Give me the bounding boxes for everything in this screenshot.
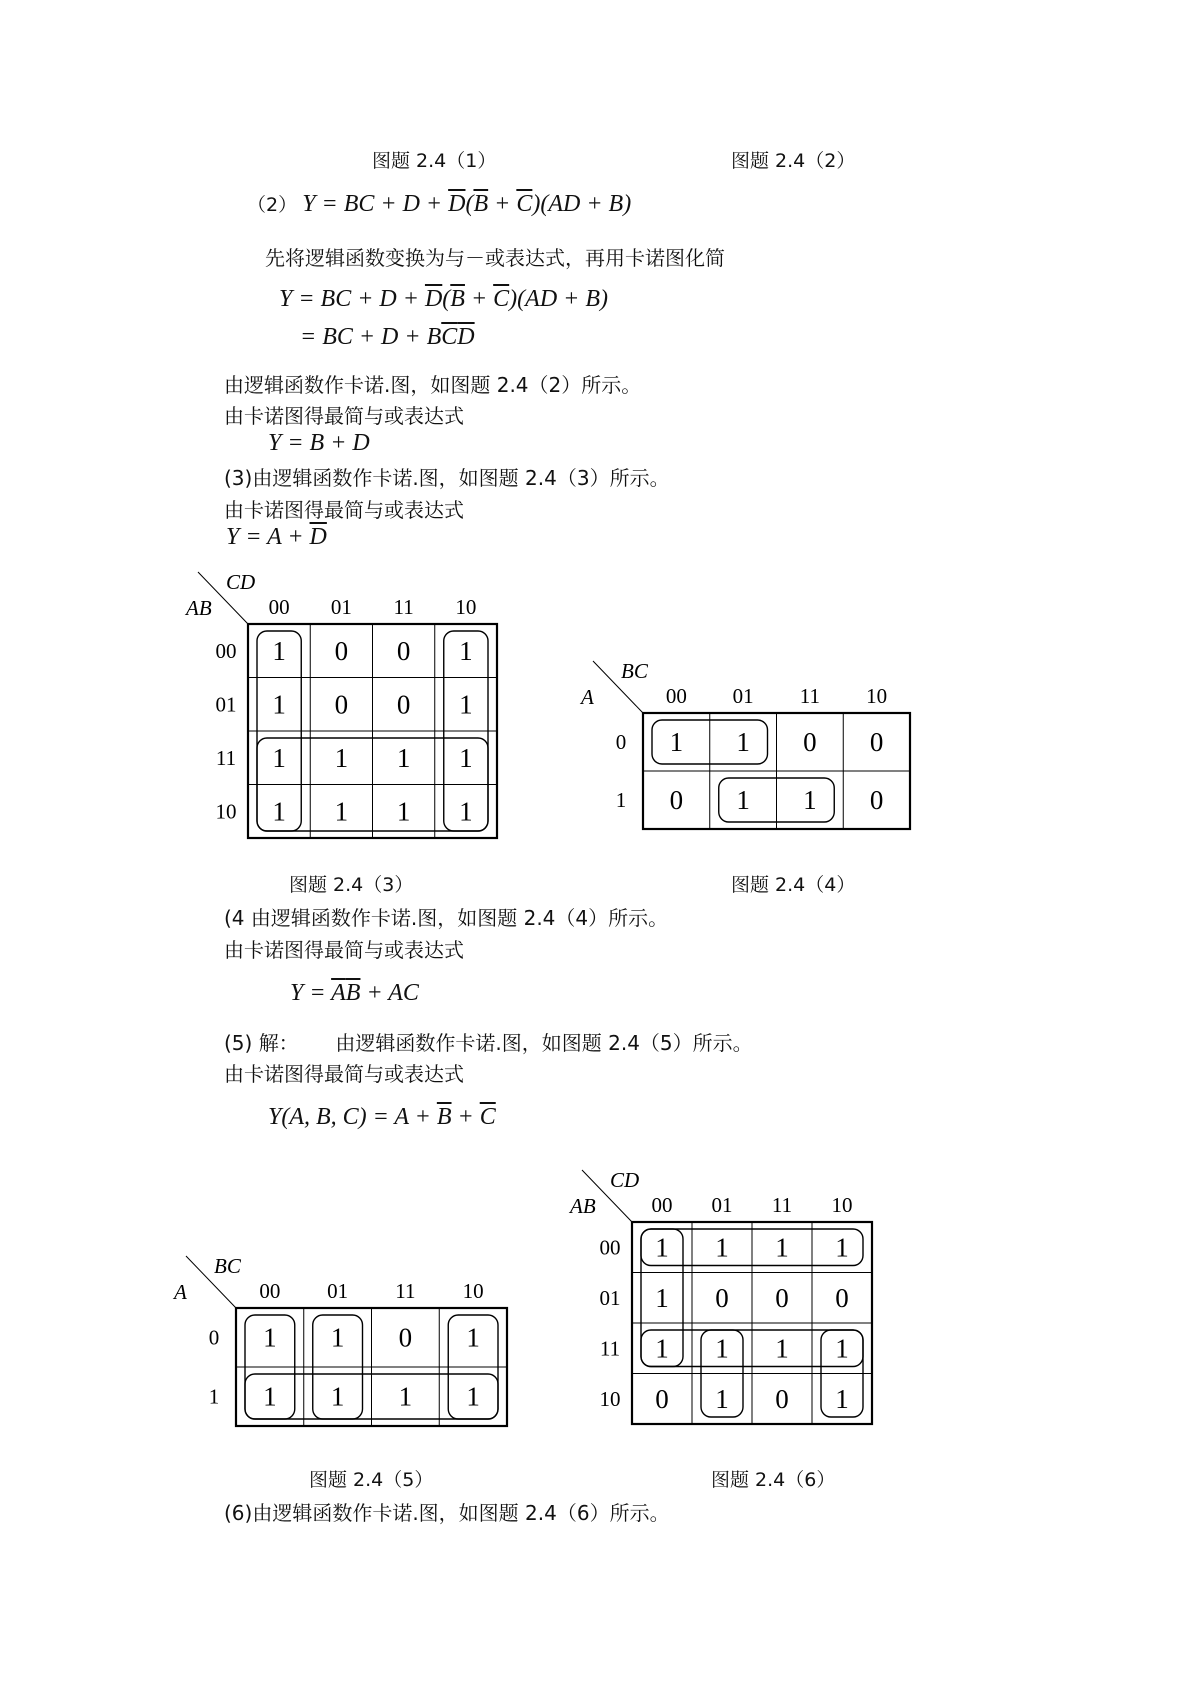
kmap-col-label: 01: [711, 1193, 733, 1217]
kmap-cell: 1: [263, 1322, 277, 1353]
kmap-col-label: 00: [268, 595, 290, 619]
kmap-cell: 1: [835, 1383, 849, 1414]
kmap-cell: 0: [334, 635, 349, 666]
kmap-cell: 1: [459, 635, 473, 666]
kmap-row-label: 11: [599, 1336, 621, 1361]
kmap-cell: 1: [272, 742, 286, 773]
part2-function: Y = BC + $D + \overline{D}(\overline{B} + \overline{C})(AD + B)$: [302, 191, 632, 217]
kmap-cell: 1: [835, 1333, 849, 1364]
figure-caption-3: 图题 2.4（3）: [289, 874, 414, 896]
kmap-cell: 1: [459, 742, 473, 773]
kmap-cell: 1: [775, 1232, 789, 1263]
kmap-cell: 0: [715, 1282, 729, 1313]
kmap-row-label: 1: [615, 788, 627, 812]
kmap-cell: 1: [330, 1381, 345, 1412]
kmap-cell: 1: [334, 796, 349, 827]
kmap-cell: 0: [396, 689, 411, 720]
kmap-cell: 1: [272, 689, 286, 720]
kmap-cell: 1: [396, 796, 411, 827]
kmap-cell: 0: [669, 785, 684, 815]
kmap-cell: 1: [263, 1381, 277, 1412]
figure-caption-5: 图题 2.4（5）: [309, 1469, 434, 1491]
kmap-row-variable: AB: [186, 596, 212, 620]
kmap-cell: 0: [869, 785, 884, 815]
kmap-col-label: 00: [651, 1193, 673, 1217]
kmap-cell: 0: [775, 1282, 789, 1313]
part2-intro: 先将逻辑函数变换为与－或表达式，再用卡诺图化简: [265, 246, 725, 270]
kmap-cell: 1: [736, 785, 750, 815]
kmap-cell: 1: [775, 1333, 789, 1364]
part4-result-intro: 由卡诺图得最简与或表达式: [224, 938, 464, 962]
part4-desc: (4 由逻辑函数作卡诺.图，如图题 2.4（4）所示。: [224, 906, 669, 930]
part2-desc: 由逻辑函数作卡诺.图，如图题 2.4（2）所示。: [224, 373, 642, 397]
kmap-cell: 1: [459, 796, 473, 827]
kmap-cell: 1: [655, 1282, 669, 1313]
part5-desc: 由逻辑函数作卡诺.图，如图题 2.4（5）所示。: [335, 1031, 753, 1055]
kmap-row-label: 10: [215, 799, 237, 824]
kmap-row-label: 00: [599, 1235, 621, 1260]
kmap-col-variable: CD: [610, 1168, 640, 1192]
kmap-cell: 1: [803, 785, 817, 815]
kmap-row-label: 11: [215, 745, 237, 770]
kmap-cell: 0: [869, 727, 884, 757]
kmap-cell: 1: [398, 1381, 413, 1412]
part2-result-intro: 由卡诺图得最简与或表达式: [224, 404, 464, 428]
part2-label: （2）: [247, 194, 298, 216]
kmap-cell: 1: [272, 796, 286, 827]
kmap-col-variable: BC: [214, 1254, 241, 1278]
kmap-col-label: 10: [831, 1193, 853, 1217]
part2-result: Y = B + D: [268, 430, 370, 456]
kmap-col-label: 10: [866, 684, 888, 708]
figure-caption-2: 图题 2.4（2）: [731, 150, 856, 172]
kmap-cell: 0: [775, 1383, 789, 1414]
part5-result-intro: 由卡诺图得最简与或表达式: [224, 1062, 464, 1086]
figure-caption-4: 图题 2.4（4）: [731, 874, 856, 896]
kmap-cell: 1: [466, 1322, 480, 1353]
kmap-row-label: 01: [215, 692, 237, 717]
part3-desc: (3)由逻辑函数作卡诺.图，如图题 2.4（3）所示。: [224, 466, 670, 490]
kmap-col-label: 01: [327, 1279, 349, 1303]
kmap-col-label: 10: [462, 1279, 484, 1303]
kmap-cell: 1: [715, 1333, 729, 1364]
figure-caption-1: 图题 2.4（1）: [372, 150, 497, 172]
kmap-cell: 1: [466, 1381, 480, 1412]
kmap-col-label: 00: [259, 1279, 281, 1303]
kmap-cell: 1: [334, 742, 349, 773]
part2-transform-line1: Y = BC + $D + \overline{D}(\overline{B} + \overline{C})(AD + B)$: [279, 286, 608, 312]
kmap-cell: 1: [396, 742, 411, 773]
kmap-col-label: 01: [732, 684, 754, 708]
kmap-col-label: 00: [665, 684, 687, 708]
kmap-row-label: 00: [215, 638, 237, 663]
kmap-col-label: 11: [771, 1193, 793, 1217]
kmap-cell: 1: [835, 1232, 849, 1263]
kmap-cell: 0: [803, 727, 817, 757]
kmap-row-variable: A: [581, 685, 594, 709]
kmap-row-variable: A: [174, 1280, 187, 1304]
kmap-cell: 0: [398, 1322, 413, 1353]
part6-desc: (6)由逻辑函数作卡诺.图，如图题 2.4（6）所示。: [224, 1501, 670, 1525]
kmap-col-label: 10: [455, 595, 477, 619]
kmap-cell: 1: [669, 727, 684, 757]
kmap-col-label: 01: [330, 595, 352, 619]
kmap-col-variable: CD: [226, 570, 256, 594]
part5-label: (5) 解：: [224, 1031, 299, 1055]
kmap-row-label: 1: [208, 1384, 220, 1409]
kmap-col-label: 11: [395, 1279, 416, 1303]
kmap-cell: 1: [330, 1322, 345, 1353]
figure-caption-6: 图题 2.4（6）: [711, 1469, 836, 1491]
kmap-row-variable: AB: [570, 1194, 596, 1218]
kmap-cell: 1: [715, 1383, 729, 1414]
kmap-cell: 1: [459, 689, 473, 720]
kmap-cell: 1: [736, 727, 750, 757]
kmap-cell: 0: [835, 1282, 849, 1313]
kmap-row-label: 10: [599, 1386, 621, 1411]
kmap-cell: 0: [655, 1383, 669, 1414]
kmap-col-label: 11: [799, 684, 820, 708]
kmap-row-label: 01: [599, 1285, 621, 1310]
kmap-col-label: 11: [393, 595, 414, 619]
kmap-col-variable: BC: [621, 659, 648, 683]
part3-result-intro: 由卡诺图得最简与或表达式: [224, 498, 464, 522]
part3-result: $Y = A + \overline{D}$: [226, 524, 327, 550]
kmap-cell: 1: [655, 1232, 669, 1263]
part4-result: $Y = \overline{A}\overline{B}$ + AC: [290, 980, 419, 1006]
kmap-row-label: 0: [615, 730, 627, 754]
kmap-cell: 1: [715, 1232, 729, 1263]
part5-result: Y(A, B, $C) = A + \overline{B} + \overline{C}$: [268, 1104, 496, 1130]
kmap-cell: 1: [272, 635, 286, 666]
kmap-cell: 1: [655, 1333, 669, 1364]
kmap-cell: 0: [334, 689, 349, 720]
part2-transform-line2: = BC + $D + B\overline{C}\overline{D}$: [300, 324, 475, 350]
kmap-cell: 0: [396, 635, 411, 666]
kmap-row-label: 0: [208, 1325, 220, 1350]
